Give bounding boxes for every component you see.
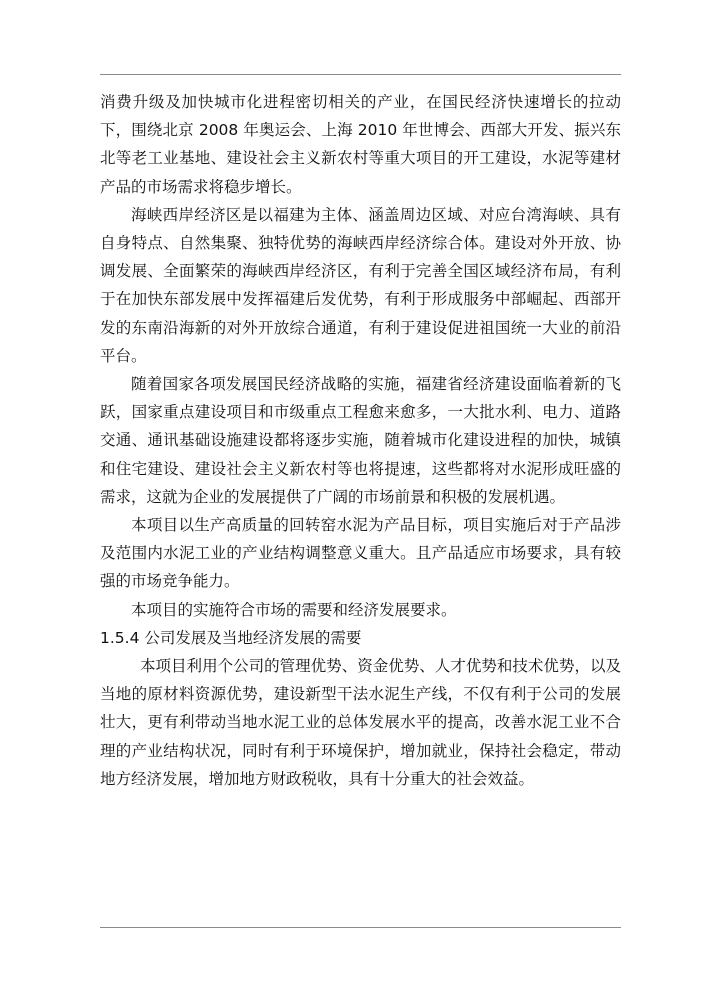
paragraph-market-demand: 消费升级及加快城市化进程密切相关的产业，在国民经济快速增长的拉动下，围绕北京 2008 年奥运会、上海 2010 年世博会、西部大开发、振兴东北等老工业基地、建设社会主义新农村等重大项目的开工建设，水泥等建材产品的市场需求将稳步增长。	[100, 93, 621, 196]
header-rule	[100, 74, 621, 75]
paragraph-fujian-development: 随着国家各项发展国民经济战略的实施，福建省经济建设面临着新的飞跃，国家重点建设项目和市级重点工程愈来愈多，一大批水利、电力、道路交通、通讯基础设施建设都将逐步实施，随着城市化建设进程的加快，城镇和住宅建设、建设社会主义新农村等也将提速，这些都将对水泥形成旺盛的需求，这就为企业的发展提供了广阔的市场前景和积极的发展机遇。	[100, 375, 621, 506]
paragraph-project-goal: 本项目以生产高质量的回转窑水泥为产品目标，项目实施后对于产品涉及范围内水泥工业的产业结构调整意义重大。且产品适应市场要求，具有较强的市场竞争能力。	[100, 516, 621, 591]
paragraph-west-strait-zone: 海峡西岸经济区是以福建为主体、涵盖周边区域、对应台湾海峡、具有自身特点、自然集聚、独特优势的海峡西岸经济综合体。建设对外开放、协调发展、全面繁荣的海峡西岸经济区，有利于完善全国区域经济布局，有利于在加快东部发展中发挥福建后发优势，有利于形成服务中部崛起、西部开发的东南沿海新的对外开放综合通道，有利于建设促进祖国统一大业的前沿平台。	[100, 205, 621, 365]
page-body	[100, 88, 621, 793]
footer-rule	[100, 927, 621, 928]
section-heading-1-5-4: 1.5.4 公司发展及当地经济发展的需要	[100, 628, 362, 647]
paragraph-market-compliance: 本项目的实施符合市场的需要和经济发展要求。	[131, 600, 457, 619]
paragraph-company-development: 本项目利用个公司的管理优势、资金优势、人才优势和技术优势，以及当地的原材料资源优势，建设新型干法水泥生产线，不仅有利于公司的发展壮大，更有利带动当地水泥工业的总体发展水平的提高，改善水泥工业不合理的产业结构状况，同时有利于环境保护，增加就业，保持社会稳定，带动地方经济发展，增加地方财政税收，具有十分重大的社会效益。	[100, 657, 621, 788]
